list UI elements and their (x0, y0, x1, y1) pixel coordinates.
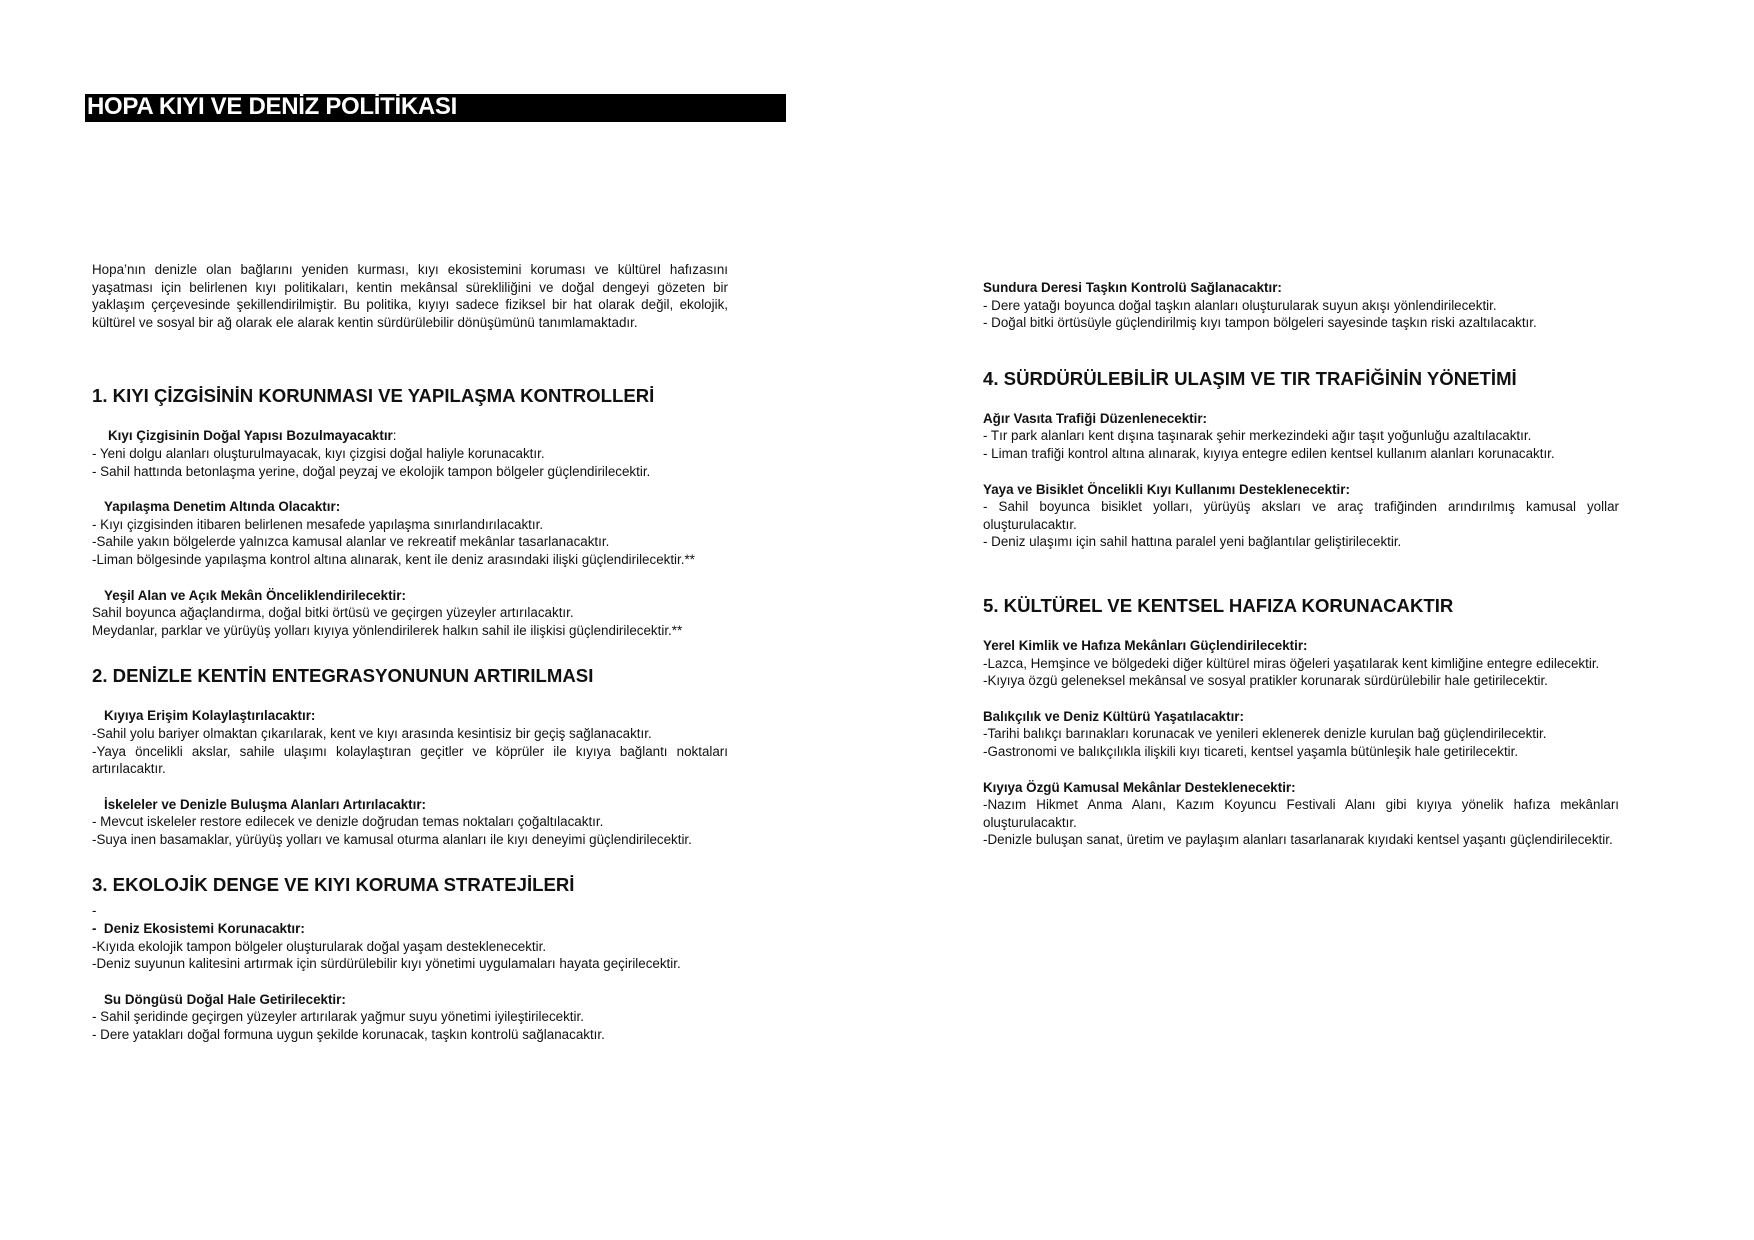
bullet-line: -Yaya öncelikli akslar, sahile ulaşımı kolaylaştıran geçitler ve köprüler ile kıyıya bağlantı noktaları artırılacaktır. (92, 743, 728, 777)
subsection (92, 796, 728, 849)
dash-line: - (92, 903, 97, 919)
bullet-line: -Liman bölgesinde yapılaşma kontrol altına alınarak, kent ile deniz arasındaki ilişki güçlendirilecektir.** (92, 551, 695, 567)
section-heading: 4. SÜRDÜRÜLEBİLİR ULAŞIM VE TIR TRAFİĞİNİN YÖNETİMİ (983, 367, 1517, 389)
bullet-line: Meydanlar, parklar ve yürüyüş yolları kıyıya yönlendirilerek halkın sahil ile ilişkisi güçlendirilecektir.** (92, 622, 683, 638)
bullet-line: - Kıyı çizgisinden itibaren belirlenen mesafede yapılaşma sınırlandırılacaktır. (92, 516, 544, 532)
section-heading: 2. DENİZLE KENTİN ENTEGRASYONUNUN ARTIRILMASI (92, 665, 594, 687)
subsection (92, 427, 728, 480)
bullet-line: -Lazca, Hemşince ve bölgedeki diğer kültürel miras öğeleri yaşatılarak kent kimliğine entegre edilecektir. (983, 655, 1600, 671)
subsection-title: Yaya ve Bisiklet Öncelikli Kıyı Kullanımı Desteklenecektir: (983, 481, 1350, 497)
bullet-line: -Sahile yakın bölgelerde yalnızca kamusal alanlar ve rekreatif mekânlar tasarlanacaktır. (92, 534, 610, 550)
subsection (92, 587, 728, 640)
bullet-line: - Sahil şeridinde geçirgen yüzeyler artırılarak yağmur suyu yönetimi iyileştirilecektir. (92, 1009, 584, 1025)
bullet-line: - Sahil hattında betonlaşma yerine, doğal peyzaj ve ekolojik tampon bölgeler güçlendirilecektir. (92, 463, 651, 479)
bullet-line: -Denizle buluşan sanat, üretim ve paylaşım alanları tasarlanarak kıyıdaki kentsel yaşantı güçlendirilecektir. (983, 832, 1613, 848)
section-3 (92, 874, 728, 1043)
bullet-line: - Deniz ulaşımı için sahil hattına paralel yeni bağlantılar geliştirilecektir. (983, 534, 1402, 550)
bullet-line: - Tır park alanları kent dışına taşınarak şehir merkezindeki ağır taşıt yoğunluğu azaltılacaktır. (983, 428, 1532, 444)
subsection (983, 637, 1619, 690)
subsection (92, 498, 728, 568)
bullet-line: -Nazım Hikmet Anma Alanı, Kazım Koyuncu Festivali Alanı gibi kıyıya yönelik hafıza mekânları oluşturulacaktır. (983, 797, 1619, 830)
bullet-line: - Doğal bitki örtüsüyle güçlendirilmiş kıyı tampon bölgeleri sayesinde taşkın riski azaltılacaktır. (983, 315, 1537, 331)
section-1 (92, 385, 728, 639)
subsection (983, 279, 1619, 332)
subsection-title: Ağır Vasıta Trafiği Düzenlenecektir: (983, 410, 1207, 426)
section-heading: 1. KIYI ÇİZGİSİNİN KORUNMASI VE YAPILAŞMA KONTROLLERİ (92, 385, 655, 407)
bullet-line: -Tarihi balıkçı barınakları korunacak ve yenileri eklenerek denizle kurulan bağ güçlendirilecektir. (983, 726, 1547, 742)
subsection-title: Kıyıya Erişim Kolaylaştırılacaktır: (104, 708, 316, 724)
section-heading: 5. KÜLTÜREL VE KENTSEL HAFIZA KORUNACAKTIR (983, 594, 1454, 616)
bullet-line: -Kıyıya özgü geleneksel mekânsal ve sosyal pratikler korunarak sürdürülebilir hale getirilecektir. (983, 673, 1548, 689)
section-4 (983, 368, 1619, 551)
subsection-title: İskeleler ve Denizle Buluşma Alanları Artırılacaktır: (104, 796, 427, 812)
subsection (92, 991, 728, 1044)
section-5 (983, 595, 1619, 849)
subsection-title: - Deniz Ekosistemi Korunacaktır: (92, 921, 305, 937)
subsection-title: Yerel Kimlik ve Hafıza Mekânları Güçlendirilecektir: (983, 637, 1308, 653)
subsection-title: Balıkçılık ve Deniz Kültürü Yaşatılacaktır: (983, 708, 1244, 724)
subsection-title: Yeşil Alan ve Açık Mekân Önceliklendirilecektir: (104, 587, 406, 603)
subsection-title: Su Döngüsü Doğal Hale Getirilecektir: (104, 991, 346, 1007)
subsection-title: Sundura Deresi Taşkın Kontrolü Sağlanacaktır: (983, 280, 1282, 295)
bullet-line: Sahil boyunca ağaçlandırma, doğal bitki örtüsü ve geçirgen yüzeyler artırılacaktır. (92, 605, 574, 621)
subsection-title: Yapılaşma Denetim Altında Olacaktır: (104, 499, 341, 515)
left-column (92, 261, 728, 1062)
intro-paragraph: Hopa’nın denizle olan bağlarını yeniden kurması, kıyı ekosistemini koruması ve kültürel hafızasını yaşatması için belirlenen kıyı politikaları, kentin mekânsal sürekliliğini ve doğal dengeyi gözeten bir yaklaşım çerçevesinde şekillendirilmiştir. Bu politika, kıyıyı sadece fiziksel bir hat olarak değil, ekolojik, kültürel ve sosyal bir ağ olarak ele alarak kentin sürdürülebilir dönüşümünü tanımlamaktadır. (92, 262, 728, 330)
page-title: HOPA KIYI VE DENİZ POLİTİKASI (85, 94, 786, 122)
section-heading: 3. EKOLOJİK DENGE VE KIYI KORUMA STRATEJİLERİ (92, 874, 575, 896)
bullet-line: -Deniz suyunun kalitesini artırmak için sürdürülebilir kıyı yönetimi uygulamaları hayata geçirilecektir. (92, 956, 681, 972)
subsection-title: Kıyıya Özgü Kamusal Mekânlar Desteklenecektir: (983, 779, 1296, 795)
subsection (92, 920, 728, 973)
section-2 (92, 665, 728, 848)
bullet-line: -Kıyıda ekolojik tampon bölgeler oluşturularak doğal yaşam desteklenecektir. (92, 938, 547, 954)
bullet-line: -Sahil yolu bariyer olmaktan çıkarılarak, kent ve kıyı arasında kesintisiz bir geçiş sağlanacaktır. (92, 725, 652, 741)
bullet-line: -Suya inen basamaklar, yürüyüş yolları ve kamusal oturma alanları ile kıyı deneyimi güçlendirilecektir. (92, 831, 692, 847)
subsection-title: Kıyı Çizgisinin Doğal Yapısı Bozulmayacaktır: (108, 428, 397, 444)
subsection (983, 779, 1619, 849)
subsection (92, 707, 728, 777)
bullet-line: - Yeni dolgu alanları oluşturulmayacak, kıyı çizgisi doğal haliyle korunacaktır. (92, 445, 545, 461)
bullet-line: -Gastronomi ve balıkçılıkla ilişkili kıyı ticareti, kentsel yaşamla bütünleşik hale getirilecektir. (983, 743, 1519, 759)
bullet-line: - Sahil boyunca bisiklet yolları, yürüyüş aksları ve araç trafiğinden arındırılmış kamusal yollar oluşturulacaktır. (983, 499, 1619, 532)
subsection (983, 410, 1619, 463)
bullet-line: - Dere yatağı boyunca doğal taşkın alanları oluşturularak suyun akışı yönlendirilecektir. (983, 297, 1497, 313)
bullet-line: - Dere yatakları doğal formuna uygun şekilde korunacak, taşkın kontrolü sağlanacaktır. (92, 1027, 605, 1043)
right-column (983, 279, 1619, 867)
subsection (983, 708, 1619, 761)
bullet-line: - Liman trafiği kontrol altına alınarak, kıyıya entegre edilen kentsel kullanım alanları korunacaktır. (983, 445, 1555, 461)
subsection (983, 481, 1619, 551)
bullet-line: - Mevcut iskeleler restore edilecek ve denizle doğrudan temas noktaları çoğaltılacaktır. (92, 814, 604, 830)
